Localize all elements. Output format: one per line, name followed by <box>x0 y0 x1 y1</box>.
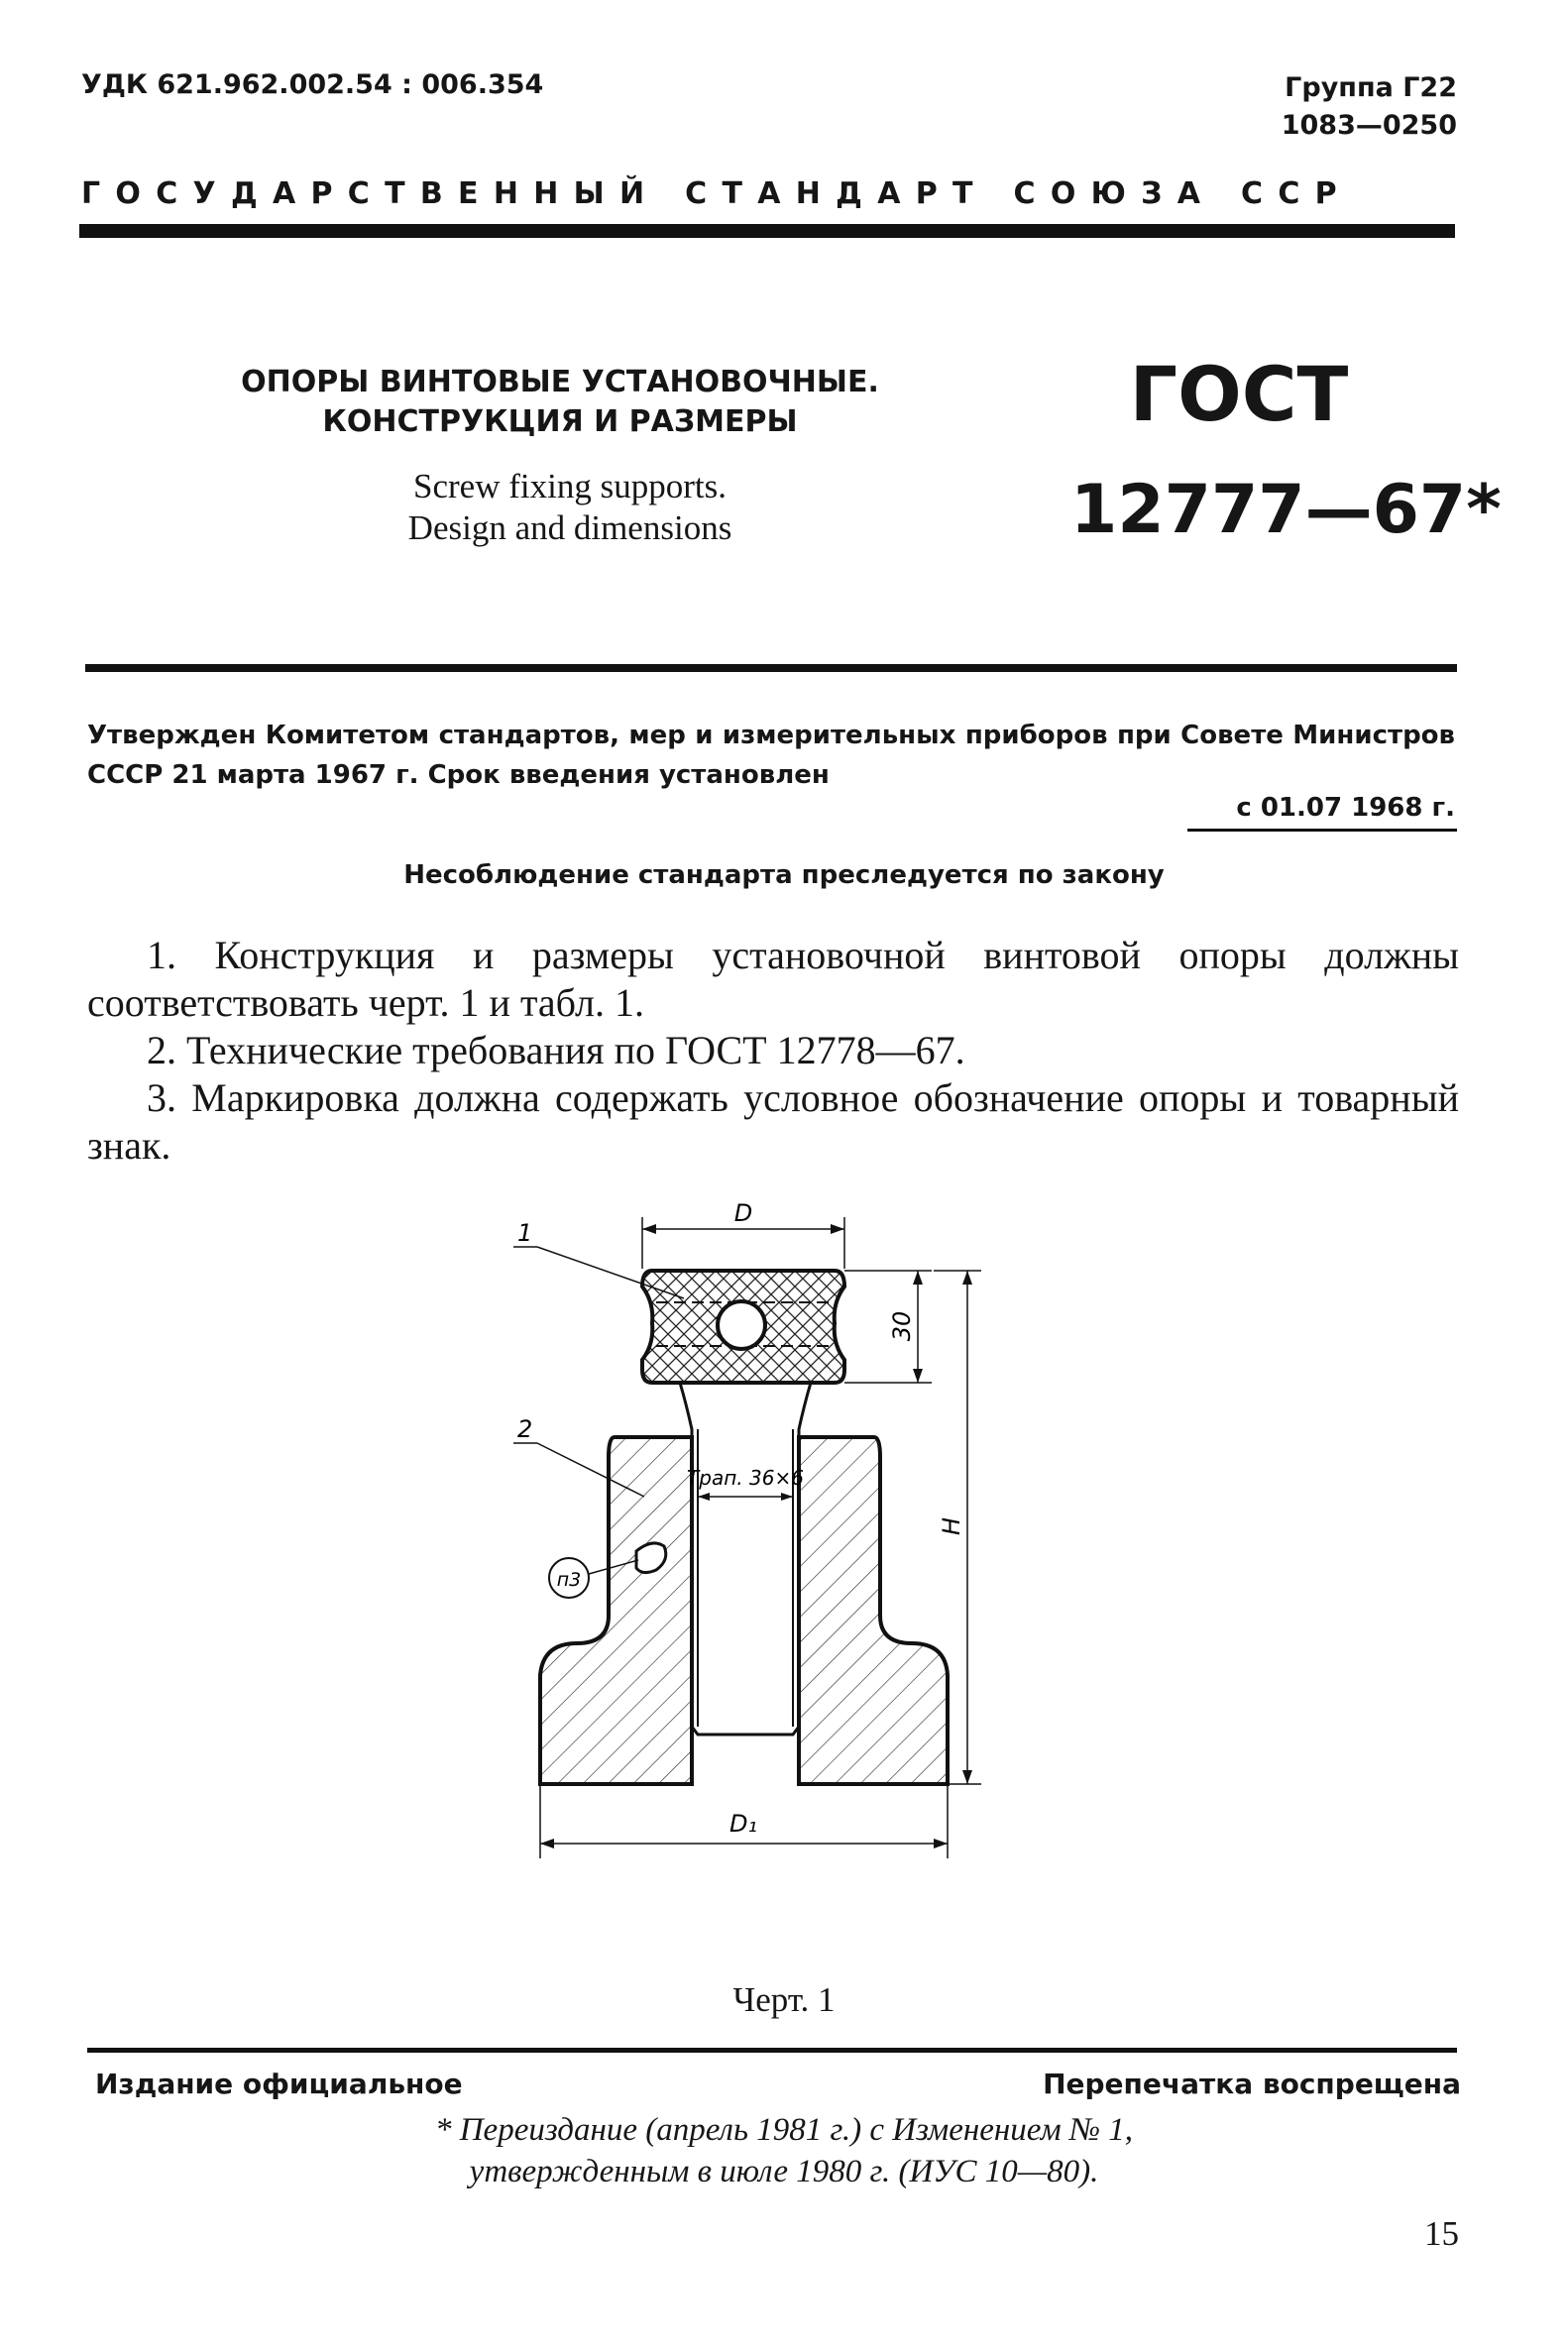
state-standard-heading: ГОСУДАРСТВЕННЫЙ СТАНДАРТ СОЮЗА ССР <box>81 176 1352 211</box>
reprint-notice: Перепечатка воспрещена <box>1043 2068 1461 2100</box>
footnote-line-1: * Переиздание (апрель 1981 г.) с Изменением № 1, <box>434 2112 1134 2148</box>
page-number: 15 <box>1424 2214 1459 2253</box>
title-russian <box>198 363 922 442</box>
udk-code: УДК 621.962.002.54 : 006.354 <box>81 69 544 100</box>
paragraph-1: 1. Конструкция и размеры установочной винтовой опоры должны соответствовать черт. 1 и табл. 1. <box>87 933 1459 1025</box>
approval-text: Утвержден Комитетом стандартов, мер и измерительных приборов при Совете Министров СССР 21 марта 1967 г. Срок введения установлен <box>87 721 1455 790</box>
figure-caption: Черт. 1 <box>732 1980 836 2019</box>
title-ru-line-2: КОНСТРУКЦИЯ И РАЗМЕРЫ <box>322 404 798 439</box>
date-underline <box>1187 829 1457 832</box>
label-30: 30 <box>888 1310 916 1342</box>
paragraph-2: 2. Технические требования по ГОСТ 12778—67. <box>147 1028 965 1072</box>
label-thread: Трап. 36×6 <box>687 1466 804 1490</box>
label-d: D <box>733 1199 753 1227</box>
footnote <box>0 2109 1568 2192</box>
title-english <box>297 466 842 549</box>
dimension-30 <box>844 1271 932 1383</box>
title-en-line-1: Screw fixing supports. <box>413 467 727 505</box>
top-rule <box>79 224 1455 238</box>
cross-hole <box>718 1301 765 1349</box>
dimension-d1 <box>540 1784 948 1858</box>
knurled-head <box>642 1271 844 1383</box>
bottom-rule <box>87 2048 1457 2053</box>
label-1: 1 <box>517 1219 533 1247</box>
label-h: H <box>938 1516 965 1536</box>
group-line-1: Группа Г22 <box>1285 72 1457 103</box>
label-d1: D₁ <box>728 1810 758 1838</box>
middle-rule <box>85 664 1457 672</box>
group-line-2: 1083—0250 <box>1281 110 1457 141</box>
effective-date: с 01.07 1968 г. <box>1236 793 1455 823</box>
title-ru-line-1: ОПОРЫ ВИНТОВЫЕ УСТАНОВОЧНЫЕ. <box>241 365 879 399</box>
dimension-d <box>642 1199 844 1269</box>
gost-number: 12777—67* <box>1070 471 1502 549</box>
screw-body <box>680 1383 811 1735</box>
dimension-thread <box>687 1466 804 1501</box>
gost-label: ГОСТ <box>1129 350 1349 438</box>
label-2: 2 <box>517 1415 533 1443</box>
label-p3: п3 <box>556 1569 582 1591</box>
technical-drawing <box>486 1199 1100 1953</box>
footnote-line-2: утвержденным в июле 1980 г. (ИУС 10—80). <box>469 2154 1099 2189</box>
group-code <box>1282 69 1457 145</box>
paragraph-3: 3. Маркировка должна содержать условное обозначение опоры и товарный знак. <box>87 1075 1459 1168</box>
legal-warning: Несоблюдение стандарта преследуется по закону <box>403 860 1165 890</box>
title-en-line-2: Design and dimensions <box>407 508 732 547</box>
edition-label: Издание официальное <box>95 2068 463 2100</box>
